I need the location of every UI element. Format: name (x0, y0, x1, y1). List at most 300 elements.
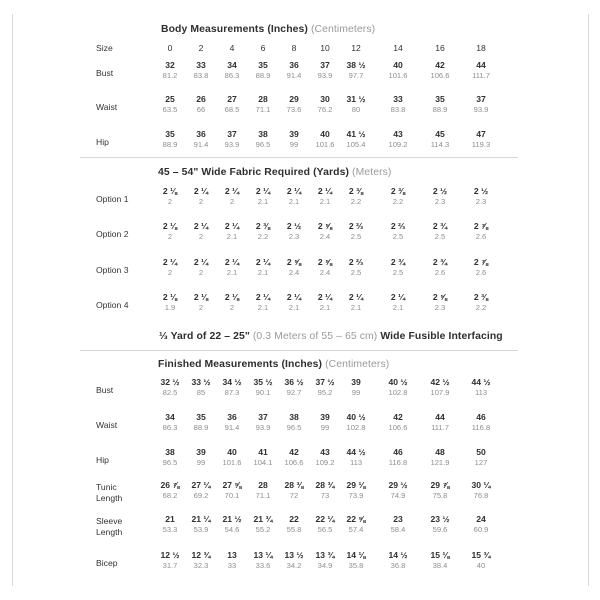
imperial-value: 2 ¼ (193, 221, 209, 231)
imperial-value: 2 ¼ (286, 292, 302, 302)
metric-value: 99 (351, 388, 361, 397)
metric-value: 2 (167, 197, 173, 206)
metric-value: 34.9 (317, 561, 333, 570)
row-label: Option 2 (96, 229, 129, 239)
metric-value: 35.8 (348, 561, 364, 570)
row-label: Sleeve Length (96, 516, 123, 537)
finished-measurements-title: Finished Measurements (Inches) (Centimeters) (158, 359, 390, 370)
metric-value: 85 (196, 388, 206, 397)
imperial-value: 40 ½ (346, 412, 366, 422)
row-label: Bust (96, 385, 114, 395)
imperial-value: 45 (435, 129, 445, 139)
metric-value: 68.2 (162, 491, 178, 500)
metric-value: 73.6 (286, 105, 302, 114)
measurement-cell (461, 129, 501, 150)
imperial-value: 22 ¼ (315, 514, 335, 524)
right-border (588, 14, 589, 586)
imperial-value: 13 (227, 550, 237, 560)
size-value: 8 (291, 43, 297, 53)
imperial-value: 28 (258, 94, 268, 104)
measurement-cell (336, 257, 376, 278)
row-label: Bicep (96, 558, 118, 568)
imperial-value: 34 ½ (222, 377, 242, 387)
metric-value: 88.9 (255, 71, 271, 80)
metric-value: 83.8 (193, 71, 209, 80)
imperial-value: 26 (196, 94, 206, 104)
imperial-value: 2 ⅝ (286, 257, 302, 267)
imperial-value: 34 (165, 412, 175, 422)
imperial-value: 42 ½ (430, 377, 450, 387)
imperial-value: 46 (476, 412, 486, 422)
imperial-value: 28 ⅜ (284, 480, 304, 490)
metric-value: 104.1 (253, 458, 273, 467)
metric-value: 73 (320, 491, 330, 500)
imperial-value: 21 ¼ (191, 514, 211, 524)
metric-value: 2.4 (319, 232, 331, 241)
imperial-value: 44 ½ (471, 377, 491, 387)
metric-value: 2.3 (434, 303, 446, 312)
measurement-cell (378, 60, 418, 81)
imperial-value: 22 ⅝ (346, 514, 366, 524)
metric-value: 86.3 (224, 71, 240, 80)
measurement-cell (420, 129, 460, 150)
imperial-value: 2 ½ (432, 186, 448, 196)
metric-value: 83.8 (390, 105, 406, 114)
imperial-value: 28 (258, 480, 268, 490)
metric-value: 2.5 (392, 232, 404, 241)
metric-value: 2.1 (288, 303, 300, 312)
measurement-cell (378, 129, 418, 150)
metric-value: 93.9 (317, 71, 333, 80)
metric-value: 96.5 (286, 423, 302, 432)
imperial-value: 2 ¼ (255, 292, 271, 302)
measurement-cell (336, 550, 376, 571)
metric-value: 2.6 (475, 268, 487, 277)
imperial-value: 2 ⅜ (255, 221, 271, 231)
metric-value: 2.1 (319, 197, 331, 206)
metric-value: 2.1 (226, 268, 238, 277)
imperial-value: 26 ⅞ (160, 480, 180, 490)
imperial-value: 33 (393, 94, 403, 104)
metric-value: 93.9 (255, 423, 271, 432)
metric-value: 2.1 (257, 197, 269, 206)
imperial-value: 32 (165, 60, 175, 70)
imperial-value: 2 ⅔ (348, 221, 364, 231)
imperial-value: 15 ⅛ (430, 550, 450, 560)
imperial-value: 2 ¼ (255, 257, 271, 267)
row-label: Waist (96, 102, 118, 112)
measurement-cell (461, 186, 501, 207)
imperial-value: 2 ⅛ (162, 221, 178, 231)
imperial-value: 37 ½ (315, 377, 335, 387)
imperial-value: 2 ¾ (432, 221, 448, 231)
metric-value: 68.5 (224, 105, 240, 114)
imperial-value: 40 ½ (388, 377, 408, 387)
metric-value: 2.1 (288, 197, 300, 206)
metric-value: 33.6 (255, 561, 271, 570)
measurement-cell (420, 257, 460, 278)
imperial-value: 2 ⅔ (348, 257, 364, 267)
size-row-label: Size (96, 43, 113, 53)
imperial-value: 24 (476, 514, 486, 524)
metric-value: 74.9 (390, 491, 406, 500)
imperial-value: 46 (393, 447, 403, 457)
row-label: Option 4 (96, 300, 129, 310)
metric-value: 2.6 (475, 232, 487, 241)
imperial-value: 12 ¾ (191, 550, 211, 560)
metric-value: 2.1 (392, 303, 404, 312)
metric-value: 60.9 (473, 525, 489, 534)
imperial-value: 42 (435, 60, 445, 70)
imperial-value: 29 ⅛ (346, 480, 366, 490)
imperial-value: 2 ⅛ (162, 292, 178, 302)
imperial-value: 2 ¼ (317, 186, 333, 196)
measurement-cell (378, 514, 418, 535)
imperial-value: 2 ½ (473, 186, 489, 196)
metric-value: 63.5 (162, 105, 178, 114)
measurement-cell (461, 480, 501, 501)
metric-value: 101.6 (222, 458, 242, 467)
imperial-value: 2 ⅛ (193, 292, 209, 302)
metric-value: 99 (289, 140, 299, 149)
metric-value: 113 (474, 388, 488, 397)
metric-value: 88.9 (162, 140, 178, 149)
metric-value: 2 (198, 232, 204, 241)
imperial-value: 35 (435, 94, 445, 104)
metric-value: 99 (320, 423, 330, 432)
measurement-cell (378, 480, 418, 501)
imperial-value: 41 (258, 447, 268, 457)
imperial-value: 36 (196, 129, 206, 139)
metric-value: 102.8 (388, 388, 408, 397)
imperial-value: 33 ½ (191, 377, 211, 387)
metric-value: 2.1 (257, 303, 269, 312)
imperial-value: 36 ½ (284, 377, 304, 387)
metric-value: 55.8 (286, 525, 302, 534)
imperial-value: 40 (227, 447, 237, 457)
measurement-cell (378, 377, 418, 398)
measurement-cell (420, 447, 460, 468)
metric-value: 59.6 (432, 525, 448, 534)
measurement-cell (461, 221, 501, 242)
metric-value: 80 (351, 105, 361, 114)
imperial-value: 44 (435, 412, 445, 422)
metric-value: 2.5 (350, 268, 362, 277)
measurement-cell (336, 221, 376, 242)
imperial-value: 40 (393, 60, 403, 70)
metric-value: 116.8 (471, 423, 491, 432)
row-label: Option 3 (96, 265, 129, 275)
imperial-value: 37 (227, 129, 237, 139)
imperial-value: 48 (435, 447, 445, 457)
imperial-value: 30 ¼ (471, 480, 491, 490)
metric-value: 88.9 (432, 105, 448, 114)
metric-value: 88.9 (193, 423, 209, 432)
metric-value: 90.1 (255, 388, 271, 397)
row-label: Tunic Length (96, 482, 123, 503)
left-border (12, 14, 13, 586)
imperial-value: 2 ⅝ (317, 221, 333, 231)
imperial-value: 36 (289, 60, 299, 70)
measurement-cell (420, 60, 460, 81)
imperial-value: 28 ¾ (315, 480, 335, 490)
metric-value: 31.7 (162, 561, 178, 570)
imperial-value: 2 ¾ (432, 257, 448, 267)
metric-value: 2.3 (475, 197, 487, 206)
metric-value: 70.1 (224, 491, 240, 500)
metric-value: 73.9 (348, 491, 364, 500)
metric-value: 2.6 (434, 268, 446, 277)
imperial-value: 23 (393, 514, 403, 524)
metric-value: 101.6 (388, 71, 408, 80)
imperial-value: 21 ¾ (253, 514, 273, 524)
measurement-cell (378, 550, 418, 571)
metric-value: 75.8 (432, 491, 448, 500)
metric-value: 82.5 (162, 388, 178, 397)
metric-value: 38.4 (432, 561, 448, 570)
metric-value: 93.9 (473, 105, 489, 114)
metric-value: 96.5 (255, 140, 271, 149)
imperial-value: 2 ⅜ (390, 186, 406, 196)
imperial-value: 38 (258, 129, 268, 139)
size-value: 6 (260, 43, 266, 53)
metric-value: 34.2 (286, 561, 302, 570)
imperial-value: 15 ¾ (471, 550, 491, 560)
metric-value: 72 (289, 491, 299, 500)
measurement-cell (336, 514, 376, 535)
imperial-value: 22 (289, 514, 299, 524)
measurement-cell (378, 257, 418, 278)
imperial-value: 2 ⅔ (390, 221, 406, 231)
divider (80, 350, 518, 351)
imperial-value: 2 ⅛ (224, 292, 240, 302)
imperial-value: 14 ½ (388, 550, 408, 560)
metric-value: 2 (198, 197, 204, 206)
size-cell (420, 43, 460, 54)
measurement-cell (461, 550, 501, 571)
metric-value: 58.4 (390, 525, 406, 534)
measurement-cell (420, 514, 460, 535)
metric-value: 2.5 (434, 232, 446, 241)
imperial-value: 39 (196, 447, 206, 457)
imperial-value: 50 (476, 447, 486, 457)
imperial-value: 2 ¼ (162, 257, 178, 267)
measurement-cell (420, 412, 460, 433)
size-cell (378, 43, 418, 54)
metric-value: 109.2 (388, 140, 408, 149)
interfacing-line: ⅓ Yard of 22 – 25" (0.3 Meters of 55 – 65 cm) Wide Fusible Interfacing (159, 331, 503, 342)
imperial-value: 13 ¼ (253, 550, 273, 560)
imperial-value: 13 ¾ (315, 550, 335, 560)
metric-value: 91.4 (193, 140, 209, 149)
imperial-value: 44 ½ (346, 447, 366, 457)
imperial-value: 25 (165, 94, 175, 104)
measurement-cell (378, 292, 418, 313)
metric-value: 97.7 (348, 71, 364, 80)
imperial-value: 2 ⅜ (348, 186, 364, 196)
measurement-cell (420, 186, 460, 207)
metric-value: 69.2 (193, 491, 209, 500)
measurement-cell (336, 480, 376, 501)
metric-value: 2.4 (288, 268, 300, 277)
metric-value: 71.1 (255, 105, 271, 114)
row-label: Hip (96, 455, 109, 465)
metric-value: 2.2 (350, 197, 362, 206)
metric-value: 2 (198, 268, 204, 277)
imperial-value: 2 ⅝ (432, 292, 448, 302)
imperial-value: 37 (476, 94, 486, 104)
metric-value: 2.3 (434, 197, 446, 206)
measurement-cell (461, 447, 501, 468)
measurement-cell (336, 292, 376, 313)
metric-value: 111.7 (472, 71, 490, 80)
imperial-value: 35 (258, 60, 268, 70)
metric-value: 53.3 (162, 525, 178, 534)
metric-value: 2.1 (350, 303, 362, 312)
metric-value: 106.6 (284, 458, 304, 467)
imperial-value: 47 (476, 129, 486, 139)
imperial-value: 2 ¼ (224, 186, 240, 196)
imperial-value: 2 ¼ (255, 186, 271, 196)
metric-value: 2.2 (392, 197, 404, 206)
measurement-cell (461, 412, 501, 433)
imperial-value: 21 ½ (222, 514, 242, 524)
metric-value: 76.8 (473, 491, 489, 500)
imperial-value: 37 (320, 60, 330, 70)
measurement-cell (461, 292, 501, 313)
measurement-cell (336, 60, 376, 81)
imperial-value: 29 (289, 94, 299, 104)
metric-value: 2.1 (226, 232, 238, 241)
metric-value: 121.9 (430, 458, 450, 467)
imperial-value: 35 ½ (253, 377, 273, 387)
measurement-cell (420, 292, 460, 313)
measurement-cell (336, 94, 376, 115)
metric-value: 127 (474, 458, 488, 467)
metric-value: 33 (227, 561, 237, 570)
imperial-value: 30 (320, 94, 330, 104)
imperial-value: 44 (476, 60, 486, 70)
metric-value: 2.5 (350, 232, 362, 241)
imperial-value: 39 (289, 129, 299, 139)
imperial-value: 2 ½ (286, 221, 302, 231)
imperial-value: 2 ⅞ (473, 221, 489, 231)
metric-value: 56.5 (317, 525, 333, 534)
metric-value: 106.6 (430, 71, 450, 80)
imperial-value: 31 ½ (346, 94, 366, 104)
size-cell (461, 43, 501, 54)
metric-value: 71.1 (255, 491, 271, 500)
imperial-value: 23 ½ (430, 514, 450, 524)
measurement-cell (378, 412, 418, 433)
imperial-value: 38 (289, 412, 299, 422)
imperial-value: 40 (320, 129, 330, 139)
imperial-value: 14 ⅛ (346, 550, 366, 560)
metric-value: 40 (476, 561, 486, 570)
imperial-value: 34 (227, 60, 237, 70)
metric-value: 55.2 (255, 525, 271, 534)
measurement-cell (336, 377, 376, 398)
size-value: 16 (435, 43, 445, 53)
imperial-value: 37 (258, 412, 268, 422)
metric-value: 107.9 (430, 388, 450, 397)
measurement-cell (420, 221, 460, 242)
measurement-cell (378, 94, 418, 115)
row-label: Hip (96, 137, 109, 147)
imperial-value: 2 ¾ (390, 257, 406, 267)
size-value: 2 (198, 43, 204, 53)
imperial-value: 29 ½ (388, 480, 408, 490)
metric-value: 101.6 (315, 140, 335, 149)
size-value: 10 (320, 43, 330, 53)
metric-value: 66 (196, 105, 206, 114)
imperial-value: 35 (196, 412, 206, 422)
imperial-value: 2 ¼ (224, 221, 240, 231)
metric-value: 2.2 (475, 303, 487, 312)
imperial-value: 41 ½ (346, 129, 366, 139)
imperial-value: 29 ⅞ (430, 480, 450, 490)
metric-value: 2 (167, 232, 173, 241)
imperial-value: 2 ¼ (193, 257, 209, 267)
imperial-value: 27 ⅝ (222, 480, 242, 490)
metric-value: 99 (196, 458, 206, 467)
imperial-value: 2 ¼ (390, 292, 406, 302)
imperial-value: 43 (320, 447, 330, 457)
imperial-value: 21 (165, 514, 175, 524)
row-label: Waist (96, 420, 118, 430)
metric-value: 95.2 (317, 388, 333, 397)
divider (80, 157, 518, 158)
metric-value: 113 (349, 458, 363, 467)
imperial-value: 2 ¼ (224, 257, 240, 267)
imperial-value: 2 ¼ (193, 186, 209, 196)
measurement-cell (336, 447, 376, 468)
measurement-cell (461, 257, 501, 278)
metric-value: 116.8 (388, 458, 408, 467)
metric-value: 86.3 (162, 423, 178, 432)
measurement-cell (461, 377, 501, 398)
imperial-value: 2 ¼ (317, 292, 333, 302)
imperial-value: 43 (393, 129, 403, 139)
imperial-value: 2 ¼ (286, 186, 302, 196)
metric-value: 54.6 (224, 525, 240, 534)
size-value: 14 (393, 43, 403, 53)
imperial-value: 38 (165, 447, 175, 457)
metric-value: 2.1 (319, 303, 331, 312)
imperial-value: 2 ⅜ (473, 292, 489, 302)
metric-value: 2.3 (288, 232, 300, 241)
size-value: 0 (167, 43, 173, 53)
imperial-value: 13 ½ (284, 550, 304, 560)
imperial-value: 38 ½ (346, 60, 366, 70)
size-value: 12 (351, 43, 361, 53)
metric-value: 102.8 (346, 423, 366, 432)
metric-value: 32.3 (193, 561, 209, 570)
row-label: Bust (96, 68, 114, 78)
fabric-required-title: 45 – 54" Wide Fabric Required (Yards) (Meters) (158, 167, 392, 178)
size-cell (336, 43, 376, 54)
metric-value: 81.2 (162, 71, 178, 80)
measurement-cell (378, 447, 418, 468)
metric-value: 53.9 (193, 525, 209, 534)
measurement-cell (420, 377, 460, 398)
metric-value: 106.6 (388, 423, 408, 432)
measurement-cell (420, 94, 460, 115)
imperial-value: 2 ⅝ (317, 257, 333, 267)
measurement-cell (461, 514, 501, 535)
metric-value: 87.3 (224, 388, 240, 397)
imperial-value: 2 ⅛ (162, 186, 178, 196)
